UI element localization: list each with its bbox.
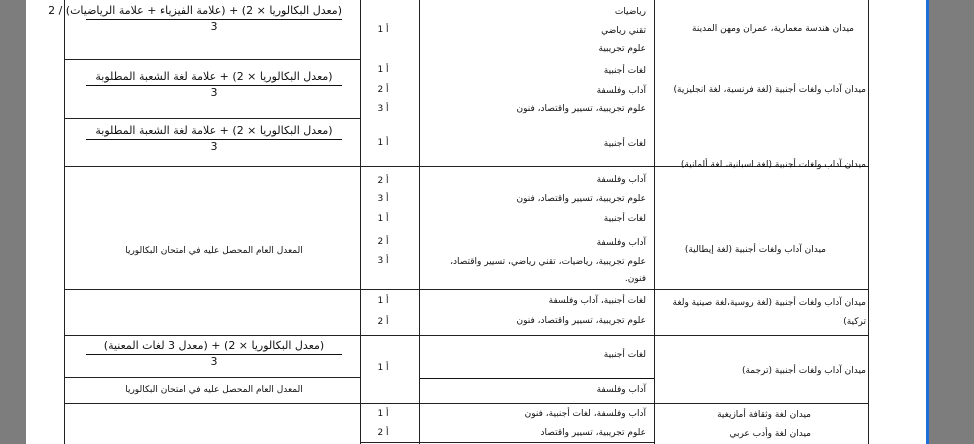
code-cell: أ 3 — [377, 256, 389, 266]
branch-cell: علوم تجريبية، تسيير واقتصاد، فنون — [516, 104, 646, 114]
code-cell: أ 1 — [377, 65, 389, 75]
field-cell: ميدان آداب ولغات أجنبية (لغة إيطالية) — [684, 245, 826, 255]
code-cell: أ 1 — [377, 409, 389, 419]
page-edge-accent — [926, 0, 929, 444]
field-cell: ميدان آداب ولغات أجنبية (لغة روسية،لغة صينية ولغة — [672, 298, 866, 308]
formula-denominator: 3 — [210, 20, 218, 33]
table-divider-branch — [654, 0, 655, 444]
branch-cell: آداب وفلسفة — [596, 238, 646, 248]
code-cell: أ 1 — [377, 296, 389, 306]
branch-cell: تقني رياضي — [601, 26, 646, 36]
table-border-right — [868, 0, 869, 444]
row-line — [64, 377, 360, 378]
branch-cell: فنون. — [624, 274, 646, 284]
row-line — [360, 442, 654, 443]
field-cell: ميدان آداب ولغات أجنبية (لغة اسبانية، لغة ألمانية) — [680, 160, 866, 170]
branch-cell: آداب وفلسفة — [596, 86, 646, 96]
branch-cell: آداب وفلسفة — [596, 385, 646, 395]
code-cell: أ 3 — [377, 194, 389, 204]
code-cell: أ 2 — [377, 85, 389, 95]
row-line — [64, 335, 869, 336]
code-cell: أ 1 — [377, 363, 389, 373]
branch-cell: لغات أجنبية — [603, 66, 646, 76]
branch-separator — [420, 378, 654, 379]
formula-numerator: (معدل البكالوريا × 2) + (معدل 3 لغات المعنية) — [103, 339, 325, 352]
branch-cell: لغات أجنبية — [603, 350, 646, 360]
formula-denominator: 3 — [210, 355, 218, 368]
viewer-background-left — [0, 0, 26, 444]
branch-cell: علوم تجريبية، رياضيات، تقني رياضي، تسيير واقتصاد، — [450, 257, 646, 267]
code-cell: أ 2 — [377, 176, 389, 186]
criterion-cell: المعدل العام المحصل عليه في امتحان البكالوريا — [125, 385, 303, 395]
code-cell: أ 2 — [377, 428, 389, 438]
formula-numerator: (معدل البكالوريا × 2) + علامة لغة الشعبة المطلوبة — [95, 70, 333, 83]
field-cell: ميدان هندسة معمارية، عمران ومهن المدينة — [692, 24, 854, 34]
field-cell: تركية) — [843, 317, 866, 327]
formula — [86, 124, 342, 153]
branch-cell: لغات أجنبية — [603, 139, 646, 149]
field-cell: ميدان لغة وأدب عربي — [729, 429, 811, 439]
branch-cell: علوم تجريبية، تسيير واقتصاد، فنون — [516, 194, 646, 204]
formula-denominator: 3 — [210, 86, 218, 99]
branch-cell: علوم تجريبية — [598, 44, 646, 54]
code-cell: أ 2 — [377, 317, 389, 327]
code-cell: أ 3 — [377, 104, 389, 114]
row-line — [64, 289, 869, 290]
code-cell: أ 1 — [377, 138, 389, 148]
branch-cell: لغات أجنبية، آداب وفلسفة — [548, 296, 646, 306]
formula-numerator: (معدل البكالوريا × 2) + (علامة الفيزياء + علامة الرياضيات) / 2 — [48, 4, 342, 17]
viewer-background-right — [929, 0, 974, 444]
formula — [48, 4, 342, 33]
code-cell: أ 2 — [377, 237, 389, 247]
formula-numerator: (معدل البكالوريا × 2) + علامة لغة الشعبة المطلوبة — [95, 124, 333, 137]
table-divider-formula — [360, 0, 361, 444]
formula — [86, 70, 342, 99]
branch-cell: آداب وفلسفة، لغات أجنبية، فنون — [524, 409, 646, 419]
row-line — [64, 59, 360, 60]
formula — [86, 339, 342, 368]
criterion-cell: المعدل العام المحصل عليه في امتحان البكالوريا — [125, 246, 303, 256]
code-cell: أ 1 — [377, 25, 389, 35]
field-cell: ميدان آداب ولغات أجنبية (ترجمة) — [741, 366, 866, 376]
document-page — [26, 0, 926, 444]
row-line — [64, 118, 360, 119]
row-line — [64, 403, 869, 404]
branch-cell: علوم تجريبية، تسيير واقتصاد — [540, 428, 646, 438]
branch-cell: علوم تجريبية، تسيير واقتصاد، فنون — [516, 316, 646, 326]
formula-denominator: 3 — [210, 140, 218, 153]
field-cell: ميدان آداب ولغات أجنبية (لغة فرنسية، لغة انجليزية) — [673, 85, 866, 95]
branch-cell: لغات أجنبية — [603, 214, 646, 224]
branch-cell: رياضيات — [614, 7, 646, 17]
field-cell: ميدان لغة وثقافة أمازيغية — [717, 410, 811, 420]
branch-cell: آداب وفلسفة — [596, 175, 646, 185]
code-cell: أ 1 — [377, 214, 389, 224]
